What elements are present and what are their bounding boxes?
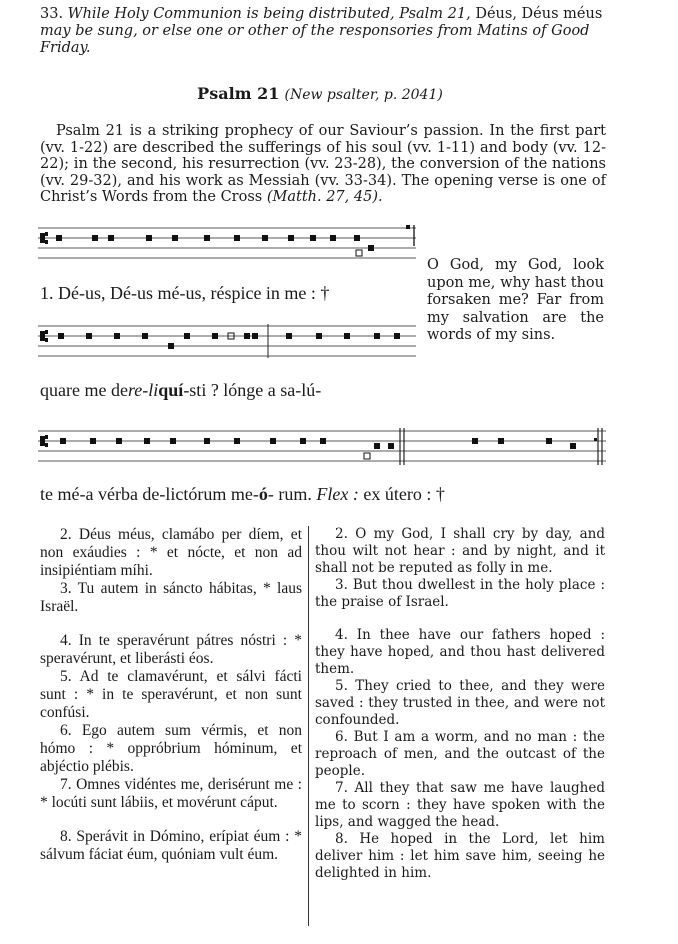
- chant-staff-3: [38, 425, 610, 469]
- psalm-title: Psalm 21: [197, 84, 280, 103]
- lyric-2-part-b: re-li: [127, 380, 159, 400]
- latin-verse: 4. In te speravérunt pátres nóstri : * speravérunt, et liberásti éos.: [40, 632, 302, 667]
- lyric-2-accent: quí: [158, 380, 184, 400]
- rubric-note: [40, 6, 606, 57]
- english-verse: 4. In thee have our fathers hoped : they have hoped, and thou hast delivered them.: [315, 627, 605, 677]
- intro-text: Psalm 21 is a striking prophecy of our Saviour’s passion. In the first part (vv. 1-22) are described the sufferings of his soul (vv. 1-11) and body (vv. 12-22); in the second, his resurrection (vv. 23-28), the conversion of the nations (vv. 29-32), and his work as Messiah (vv. 33-34). The opening verse is one of Christ’s Words from the Cross: [40, 123, 606, 205]
- rubric-incipit: Déus, Déus méus: [475, 6, 603, 22]
- intro-paragraph: [40, 123, 606, 206]
- lyric-3-part-a: te mé-a vérba de-lictórum me-: [40, 484, 259, 504]
- lyric-3-accent: ó: [258, 484, 268, 504]
- chant-lyric-3: [40, 484, 445, 505]
- chant-staff-1: [38, 222, 418, 266]
- english-verse: 2. O my God, I shall cry by day, and thou wilt not hear : and by night, and it shall not be reputed as folly in me.: [315, 526, 605, 576]
- opening-translation: O God, my God, look upon me, why hast thou forsaken me? Far from my salvation are the words of my sins.: [427, 257, 604, 343]
- rubric-text-1: While Holy Communion is being distributed, Psalm 21,: [67, 6, 471, 22]
- lyric-3-flex: Flex :: [316, 484, 359, 504]
- english-verses-column: [315, 526, 605, 882]
- rubric-text-2: may be sung, or else one or other of the responsories from Matins of Good Friday.: [40, 23, 590, 56]
- column-divider: [308, 526, 309, 926]
- latin-verse: 6. Ego autem sum vérmis, et non hómo : * oppróbrium hóminum, et abjéctio plébis.: [40, 722, 302, 775]
- lyric-3-end: ex útero : †: [358, 484, 445, 504]
- english-verse: 8. He hoped in the Lord, let him deliver him : let him save him, seeing he delighted in him.: [315, 831, 605, 881]
- latin-verses-column: [40, 526, 302, 864]
- chant-lyric-1: 1. Dé-us, Dé-us mé-us, réspice in me : †: [40, 283, 330, 303]
- english-verse: 6. But I am a worm, and no man : the reproach of men, and the outcast of the people.: [315, 729, 605, 779]
- latin-verse: 8. Sperávit in Dómino, erípiat éum : * sálvum fáciat éum, quóniam vult éum.: [40, 828, 302, 863]
- english-verse: 5. They cried to thee, and they were saved : they trusted in thee, and were not confounded.: [315, 678, 605, 728]
- chant-staff-2: [38, 320, 418, 364]
- intro-reference: (Matth. 27, 45).: [266, 189, 383, 205]
- latin-verse: 7. Omnes vidéntes me, derisérunt me : * locúti sunt lábiis, et movérunt cáput.: [40, 776, 302, 811]
- psalm-heading: [0, 84, 640, 105]
- latin-verse: 5. Ad te clamavérunt, et sálvi fácti sunt : * in te speravérunt, et non sunt confúsi.: [40, 668, 302, 721]
- lyric-2-part-d: -sti ? lónge a sa-lú-: [183, 380, 322, 400]
- lyric-3-part-c: - rum.: [267, 484, 312, 504]
- psalm-subtitle: (New psalter, p. 2041): [284, 87, 443, 103]
- latin-verse: 2. Déus méus, clamábo per díem, et non exáudies : * et nócte, et non ad insipiéntiam míhi.: [40, 526, 302, 579]
- rubric-number: 33.: [40, 6, 64, 22]
- latin-verse: 3. Tu autem in sáncto hábitas, * laus Israël.: [40, 580, 302, 615]
- english-verse: 7. All they that saw me have laughed me to scorn : they have spoken with the lips, and wagged the head.: [315, 780, 605, 830]
- english-verse: 3. But thou dwellest in the holy place : the praise of Israel.: [315, 577, 605, 610]
- chant-lyric-2: [40, 380, 321, 401]
- lyric-2-part-a: quare me de: [40, 380, 128, 400]
